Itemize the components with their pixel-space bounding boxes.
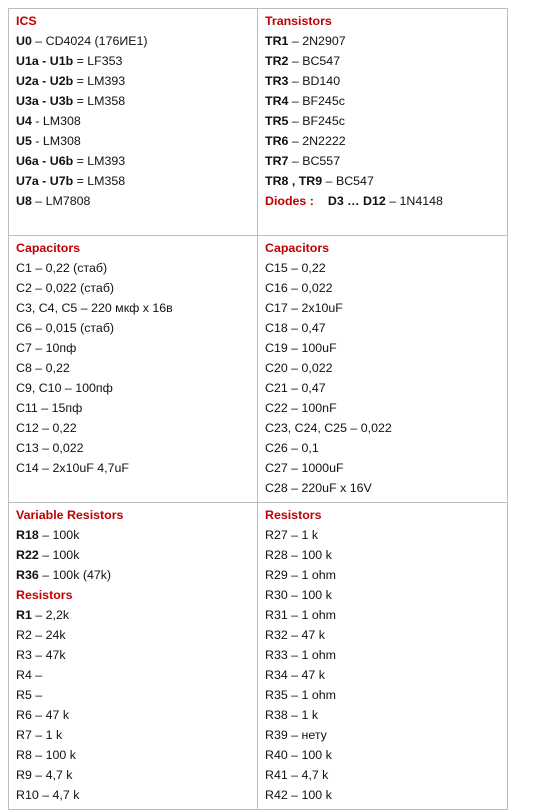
list-item: C22 – 100nF bbox=[265, 401, 337, 415]
part-value: - LM308 bbox=[35, 114, 81, 128]
variable-resistors-list bbox=[16, 525, 251, 585]
list-item: C1 – 0,22 (стаб) bbox=[16, 261, 108, 275]
list-item: R33 – 1 ohm bbox=[265, 648, 336, 662]
part-ref: U7a - U7b bbox=[16, 174, 74, 188]
list-item bbox=[16, 51, 251, 71]
part-value: – 100k (47k) bbox=[42, 568, 112, 582]
list-item: R27 – 1 k bbox=[265, 528, 319, 542]
list-item bbox=[265, 71, 501, 91]
part-value: – 2,2k bbox=[35, 608, 70, 622]
ics-cell bbox=[9, 9, 258, 236]
list-item: R41 – 4,7 k bbox=[265, 768, 329, 782]
list-item: C11 – 15пф bbox=[16, 401, 83, 415]
list-item bbox=[16, 31, 251, 51]
list-item bbox=[16, 565, 251, 585]
diodes-line bbox=[265, 191, 501, 211]
list-item: R38 – 1 k bbox=[265, 708, 319, 722]
list-item: C13 – 0,022 bbox=[16, 441, 84, 455]
table-row bbox=[9, 503, 508, 810]
part-value: = LM393 bbox=[76, 74, 126, 88]
part-value: – CD4024 (176ИЕ1) bbox=[35, 34, 148, 48]
list-item bbox=[265, 51, 501, 71]
part-ref: U0 bbox=[16, 34, 32, 48]
list-item: R39 – нету bbox=[265, 728, 327, 742]
list-item: R40 – 100 k bbox=[265, 748, 332, 762]
list-item: C27 – 1000uF bbox=[265, 461, 344, 475]
list-item: C3, C4, C5 – 220 мкф х 16в bbox=[16, 301, 173, 315]
part-value: – BC547 bbox=[291, 54, 341, 68]
part-value: – bbox=[35, 668, 43, 682]
part-value: = LM358 bbox=[76, 174, 126, 188]
part-ref: TR3 bbox=[265, 74, 289, 88]
list-item bbox=[16, 745, 251, 765]
part-value: – 2N2907 bbox=[291, 34, 346, 48]
resistors-left-cell bbox=[9, 503, 258, 810]
part-ref: R10 bbox=[16, 788, 39, 802]
variable-resistors-title: Variable Resistors bbox=[16, 508, 124, 522]
part-value: – 100k bbox=[42, 548, 80, 562]
capacitors-right-list bbox=[265, 258, 501, 498]
list-item: C15 – 0,22 bbox=[265, 261, 326, 275]
part-value: – 2N2222 bbox=[291, 134, 346, 148]
list-item bbox=[16, 191, 251, 211]
list-item: C26 – 0,1 bbox=[265, 441, 319, 455]
part-ref: U2a - U2b bbox=[16, 74, 74, 88]
list-item bbox=[16, 605, 251, 625]
part-ref: R5 bbox=[16, 688, 32, 702]
list-item bbox=[265, 31, 501, 51]
part-value: – BC557 bbox=[291, 154, 341, 168]
diodes-ref: D3 … D12 bbox=[327, 194, 386, 208]
part-ref: R4 bbox=[16, 668, 32, 682]
part-value: = LF353 bbox=[76, 54, 123, 68]
list-item: C18 – 0,47 bbox=[265, 321, 326, 335]
resistors-right-title: Resistors bbox=[265, 508, 322, 522]
part-value: – bbox=[35, 688, 43, 702]
part-ref: TR2 bbox=[265, 54, 289, 68]
part-value: – BD140 bbox=[291, 74, 341, 88]
list-item: R28 – 100 k bbox=[265, 548, 332, 562]
list-item bbox=[16, 111, 251, 131]
capacitors-left-cell bbox=[9, 236, 258, 503]
list-item: C6 – 0,015 (стаб) bbox=[16, 321, 115, 335]
diodes-label: Diodes : bbox=[265, 194, 314, 208]
list-item: R31 – 1 ohm bbox=[265, 608, 336, 622]
part-value: – 24k bbox=[35, 628, 66, 642]
part-ref: TR6 bbox=[265, 134, 289, 148]
part-ref: TR5 bbox=[265, 114, 289, 128]
part-value: – 4,7 k bbox=[35, 768, 73, 782]
part-ref: TR1 bbox=[265, 34, 289, 48]
list-item bbox=[16, 685, 251, 705]
list-item bbox=[16, 91, 251, 111]
part-ref: U1a - U1b bbox=[16, 54, 74, 68]
part-value: – 4,7 k bbox=[42, 788, 80, 802]
resistors-right-cell bbox=[258, 503, 508, 810]
list-item bbox=[265, 171, 501, 191]
list-item bbox=[265, 91, 501, 111]
list-item: R42 – 100 k bbox=[265, 788, 332, 802]
list-item: R34 – 47 k bbox=[265, 668, 325, 682]
part-ref: U3a - U3b bbox=[16, 94, 74, 108]
part-ref: R18 bbox=[16, 528, 39, 542]
list-item: R30 – 100 k bbox=[265, 588, 332, 602]
list-item bbox=[16, 645, 251, 665]
list-item bbox=[16, 725, 251, 745]
part-value: = LM358 bbox=[76, 94, 126, 108]
list-item: R32 – 47 k bbox=[265, 628, 325, 642]
list-item bbox=[16, 131, 251, 151]
list-item bbox=[16, 151, 251, 171]
list-item: C14 – 2x10uF 4,7uF bbox=[16, 461, 129, 475]
transistors-title: Transistors bbox=[265, 14, 332, 28]
part-value: – 47k bbox=[35, 648, 66, 662]
part-ref: R6 bbox=[16, 708, 32, 722]
part-ref: R3 bbox=[16, 648, 32, 662]
list-item bbox=[265, 131, 501, 151]
part-value: – LM7808 bbox=[35, 194, 91, 208]
list-item: R35 – 1 ohm bbox=[265, 688, 336, 702]
part-value: - LM308 bbox=[35, 134, 81, 148]
part-value: – 100 k bbox=[35, 748, 76, 762]
part-value: – 1 k bbox=[35, 728, 63, 742]
ics-title: ICS bbox=[16, 14, 37, 28]
list-item: C19 – 100uF bbox=[265, 341, 337, 355]
part-value: – BF245c bbox=[291, 94, 345, 108]
list-item bbox=[16, 625, 251, 645]
part-value: – 100k bbox=[42, 528, 80, 542]
diodes-value: – 1N4148 bbox=[389, 194, 443, 208]
capacitors-left-list bbox=[16, 258, 251, 478]
list-item: C7 – 10пф bbox=[16, 341, 77, 355]
components-table bbox=[8, 8, 508, 810]
part-ref: TR8 , TR9 bbox=[265, 174, 323, 188]
list-item: C21 – 0,47 bbox=[265, 381, 326, 395]
list-item bbox=[16, 171, 251, 191]
list-item bbox=[16, 765, 251, 785]
capacitors-right-cell bbox=[258, 236, 508, 503]
capacitors-right-title: Capacitors bbox=[265, 241, 330, 255]
part-ref: R36 bbox=[16, 568, 39, 582]
list-item: C23, C24, C25 – 0,022 bbox=[265, 421, 392, 435]
ics-list bbox=[16, 31, 251, 211]
list-item: C12 – 0,22 bbox=[16, 421, 77, 435]
part-ref: R2 bbox=[16, 628, 32, 642]
part-ref: TR7 bbox=[265, 154, 289, 168]
part-value: – 47 k bbox=[35, 708, 70, 722]
part-ref: R22 bbox=[16, 548, 39, 562]
part-value: = LM393 bbox=[76, 154, 126, 168]
part-ref: R7 bbox=[16, 728, 32, 742]
resistors-left-list bbox=[16, 605, 251, 805]
list-item: C16 – 0,022 bbox=[265, 281, 333, 295]
part-ref: U8 bbox=[16, 194, 32, 208]
transistors-cell bbox=[258, 9, 508, 236]
list-item bbox=[16, 705, 251, 725]
capacitors-left-title: Capacitors bbox=[16, 241, 81, 255]
resistors-left-title: Resistors bbox=[16, 588, 73, 602]
list-item: R29 – 1 ohm bbox=[265, 568, 336, 582]
list-item: C2 – 0,022 (стаб) bbox=[16, 281, 115, 295]
part-ref: U6a - U6b bbox=[16, 154, 74, 168]
transistors-list bbox=[265, 31, 501, 191]
list-item bbox=[16, 785, 251, 805]
list-item: C8 – 0,22 bbox=[16, 361, 70, 375]
list-item: C28 – 220uF x 16V bbox=[265, 481, 372, 495]
part-ref: R8 bbox=[16, 748, 32, 762]
list-item: C17 – 2x10uF bbox=[265, 301, 343, 315]
part-value: – BC547 bbox=[325, 174, 374, 188]
list-item bbox=[16, 71, 251, 91]
list-item bbox=[265, 111, 501, 131]
list-item bbox=[16, 545, 251, 565]
part-ref: TR4 bbox=[265, 94, 289, 108]
part-ref: U5 bbox=[16, 134, 32, 148]
part-ref: R1 bbox=[16, 608, 32, 622]
table-row bbox=[9, 9, 508, 236]
list-item: C20 – 0,022 bbox=[265, 361, 333, 375]
part-ref: R9 bbox=[16, 768, 32, 782]
table-row bbox=[9, 236, 508, 503]
resistors-right-list bbox=[265, 525, 501, 805]
list-item bbox=[16, 525, 251, 545]
list-item: C9, C10 – 100пф bbox=[16, 381, 113, 395]
part-value: – BF245c bbox=[291, 114, 345, 128]
list-item bbox=[265, 151, 501, 171]
list-item bbox=[16, 665, 251, 685]
part-ref: U4 bbox=[16, 114, 32, 128]
